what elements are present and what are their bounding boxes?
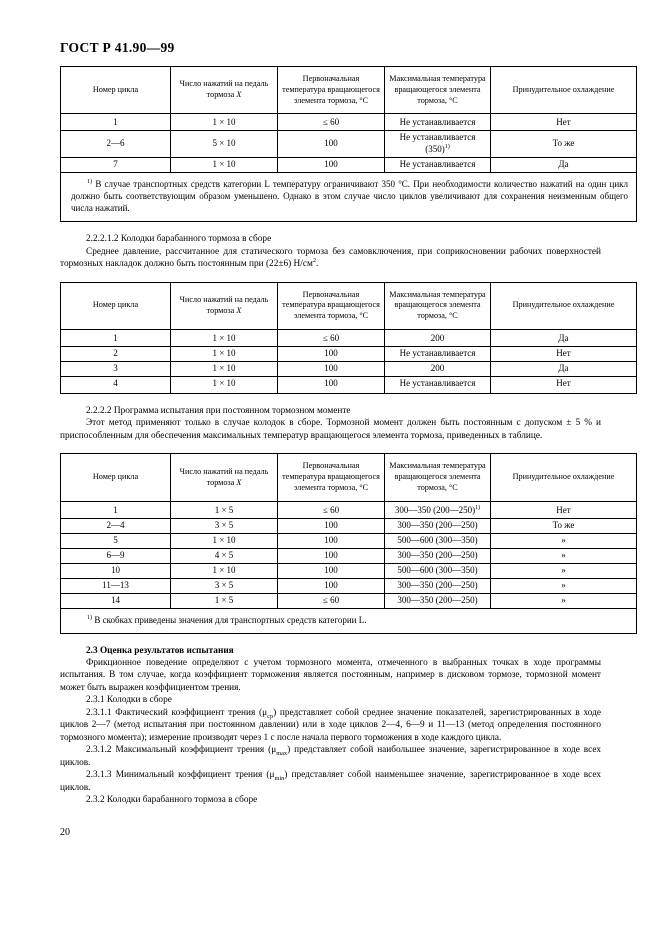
- cell-presses: 1 × 10: [171, 158, 278, 173]
- cell-max-temp: [385, 131, 491, 158]
- cell-cycle: 4: [61, 377, 171, 394]
- section-heading-2-2-2-1-2: 2.2.2.1.2 Колодки барабанного тормоза в сборе: [86, 234, 272, 245]
- spacer: [60, 271, 601, 282]
- superscript-exponent: 2: [312, 257, 316, 265]
- table-row: [61, 563, 637, 578]
- cell-initial-temp: ≤ 60: [278, 501, 385, 518]
- cell-initial-temp: 100: [278, 377, 385, 394]
- cell-initial-temp: 100: [278, 158, 385, 173]
- cell-presses: 1 × 10: [171, 114, 278, 131]
- cell-presses: 5 × 10: [171, 131, 278, 158]
- footnote-text: В случае транспортных средств категории L температуру ограничивают 350 °С. При необходимости количество нажатий на один цикл должно быть соответствующим образом уменьшено. Однако в этом случае число циклов увеличивают для сохранения неизменным общего числа нажатий.: [71, 179, 629, 214]
- section-body-text: Среднее давление, рассчитанное для статического тормоза без самовключения, при соприкосновении рабочих поверхностей тормозных накладок должно быть постоянным при (22±6) Н/см: [60, 246, 601, 270]
- cell-cooling: »: [491, 533, 637, 548]
- column-header-max-temp: Максимальная температура вращающегося элемента тормоза, °С: [385, 282, 491, 329]
- cell-max-temp-text: Не устанавливается (350): [399, 132, 476, 155]
- section-body-2-2-2-1-2: [60, 246, 601, 271]
- section-text-b: ) представляет собой наименьшее значение, зарегистрированное в ходе всех циклов.: [60, 770, 601, 793]
- cell-max-temp: 500—600 (300—350): [385, 563, 491, 578]
- section-body-text-end: .: [316, 259, 319, 270]
- cell-max-temp: 300—350 (200—250): [385, 548, 491, 563]
- cell-cycle: 1: [61, 330, 171, 347]
- cell-presses: 1 × 5: [171, 593, 278, 608]
- column-header-initial-temp: Первоначальная температура вращающегося элемента тормоза, °С: [278, 454, 385, 501]
- column-header-pedal-presses: [171, 282, 278, 329]
- cell-max-temp: Не устанавливается: [385, 158, 491, 173]
- cell-presses: 4 × 5: [171, 548, 278, 563]
- table-footnote: [61, 608, 637, 633]
- cell-initial-temp: 100: [278, 362, 385, 377]
- cell-max-temp: 300—350 (200—250): [385, 518, 491, 533]
- table-row: [61, 518, 637, 533]
- table-header: [61, 454, 637, 501]
- table-header-row: [61, 282, 637, 329]
- cell-initial-temp: ≤ 60: [278, 330, 385, 347]
- section-body-2-3-1-1: [60, 707, 601, 744]
- cell-max-temp: 200: [385, 362, 491, 377]
- cell-max-temp: 200: [385, 330, 491, 347]
- cell-initial-temp: 100: [278, 533, 385, 548]
- cell-initial-temp: 100: [278, 578, 385, 593]
- cell-cooling: То же: [491, 518, 637, 533]
- cell-cycle: 14: [61, 593, 171, 608]
- footnote-ref: 1): [444, 144, 450, 151]
- cell-initial-temp: 100: [278, 563, 385, 578]
- cell-max-temp: 300—350 (200—250): [385, 578, 491, 593]
- column-header-initial-temp: Первоначальная температура вращающегося элемента тормоза, °С: [278, 67, 385, 114]
- table-constant-pressure-drum: [60, 282, 637, 394]
- section-text-b: ) представляет собой среднее значение показателей, зарегистрированных в ходе циклов 2—7 (метод испытания при постоянном давлении) или в ходе циклов 2—4, 6—9 и 11—13 (метод определения постоянного тормозного момента); измерение производят через 1 с после начала первого торможения в ходе каждого цикла.: [60, 707, 601, 743]
- cell-initial-temp: 100: [278, 131, 385, 158]
- table-row: [61, 131, 637, 158]
- cell-presses: 1 × 10: [171, 377, 278, 394]
- cell-cooling: Нет: [491, 377, 637, 394]
- column-header-max-temp: Максимальная температура вращающегося элемента тормоза, °С: [385, 67, 491, 114]
- section-heading-2-3-2: 2.3.2 Колодки барабанного тормоза в сборе: [86, 795, 258, 806]
- column-header-pedal-presses-text: Число нажатий на педаль тормоза X: [179, 466, 269, 487]
- table-header-row: [61, 454, 637, 501]
- cell-cooling: »: [491, 563, 637, 578]
- cell-initial-temp: 100: [278, 548, 385, 563]
- cell-initial-temp: ≤ 60: [278, 593, 385, 608]
- table-row: [61, 578, 637, 593]
- cell-initial-temp: ≤ 60: [278, 114, 385, 131]
- cell-max-temp: Не устанавливается: [385, 114, 491, 131]
- spacer: [60, 634, 601, 645]
- cell-cycle: 10: [61, 563, 171, 578]
- cell-cycle: 2—4: [61, 518, 171, 533]
- cell-presses: 1 × 10: [171, 347, 278, 362]
- cell-max-temp: 500—600 (300—350): [385, 533, 491, 548]
- column-header-forced-cooling: Принудительное охлаждение: [491, 67, 637, 114]
- section-heading-2-3-1: 2.3.1 Колодки в сборе: [86, 695, 172, 706]
- cell-presses: 1 × 10: [171, 362, 278, 377]
- column-header-cycle-number: Номер цикла: [61, 454, 171, 501]
- column-header-pedal-presses: [171, 454, 278, 501]
- cell-cooling: Да: [491, 330, 637, 347]
- column-header-cycle-number: Номер цикла: [61, 67, 171, 114]
- section-body-2-3: Фрикционное поведение определяют с учетом тормозного момента, отмеченного в выбранных точках в ходе программы испытания. В том случае, когда коэффициент торможения является постоянным, например в дисковом тормозе, тормозной момент может быть выражен коэффициентом трения.: [60, 658, 601, 693]
- cell-max-temp: 300—350 (200—250): [385, 593, 491, 608]
- column-header-pedal-presses: [171, 67, 278, 114]
- spacer: [60, 442, 601, 453]
- table-header-row: [61, 67, 637, 114]
- document-content: [60, 66, 629, 806]
- page-title: ГОСТ Р 41.90—99: [60, 40, 175, 55]
- column-header-forced-cooling: Принудительное охлаждение: [491, 282, 637, 329]
- section-text-b: ) представляет собой наибольшее значение, зарегистрированное в ходе всех циклов.: [60, 745, 601, 768]
- cell-presses: 1 × 10: [171, 563, 278, 578]
- table-body: [61, 501, 637, 633]
- column-header-forced-cooling: Принудительное охлаждение: [491, 454, 637, 501]
- cell-cooling: Да: [491, 362, 637, 377]
- section-text-a: 2.3.1.2 Максимальный коэффициент трения (μ: [86, 745, 277, 756]
- table-footnote-row: [61, 608, 637, 633]
- section-body-2-3-1-3: [60, 769, 601, 794]
- cell-presses: 1 × 10: [171, 533, 278, 548]
- cell-cycle: 5: [61, 533, 171, 548]
- cell-cooling: »: [491, 593, 637, 608]
- table-row: [61, 158, 637, 173]
- cell-initial-temp: 100: [278, 518, 385, 533]
- footnote-marker: 1): [87, 179, 93, 186]
- table-constant-torque: [60, 453, 637, 633]
- cell-cooling: То же: [491, 131, 637, 158]
- table-constant-pressure-disc: [60, 66, 637, 222]
- cell-max-temp: Не устанавливается: [385, 377, 491, 394]
- cell-presses: 1 × 5: [171, 501, 278, 518]
- table-body: [61, 114, 637, 222]
- cell-cooling: »: [491, 548, 637, 563]
- table-body: [61, 330, 637, 394]
- table-footnote: [61, 173, 637, 222]
- cell-cycle: 3: [61, 362, 171, 377]
- cell-cooling: Нет: [491, 347, 637, 362]
- section-body-2-2-2-2: Этот метод применяют только в случае колодок в сборе. Тормозной момент должен быть постоянным с допуском ± 5 % и приспособленным для обеспечения максимальных температур вращающегося элемента тормоза, приведенных в таблице.: [60, 418, 601, 441]
- cell-max-temp: Не устанавливается: [385, 347, 491, 362]
- cell-cycle: 7: [61, 158, 171, 173]
- subscript-max: max: [276, 750, 288, 758]
- section-text-a: 2.3.1.1 Фактический коэффициент трения (μ: [86, 707, 268, 718]
- page-number: 20: [60, 827, 70, 838]
- cell-presses: 3 × 5: [171, 578, 278, 593]
- cell-presses: 1 × 10: [171, 330, 278, 347]
- table-row: [61, 501, 637, 518]
- cell-cooling: Нет: [491, 114, 637, 131]
- table-footnote-row: [61, 173, 637, 222]
- cell-cycle: 11—13: [61, 578, 171, 593]
- footnote-text: В скобках приведены значения для транспортных средств категории L.: [94, 614, 367, 625]
- cell-presses: 3 × 5: [171, 518, 278, 533]
- section-heading-2-3: 2.3 Оценка результатов испытания: [86, 645, 234, 656]
- cell-cooling: Нет: [491, 501, 637, 518]
- table-header: [61, 282, 637, 329]
- table-header: [61, 67, 637, 114]
- table-row: [61, 347, 637, 362]
- cell-cycle: 2: [61, 347, 171, 362]
- cell-cycle: 6—9: [61, 548, 171, 563]
- table-row: [61, 362, 637, 377]
- column-header-pedal-presses-text: Число нажатий на педаль тормоза X: [179, 79, 269, 100]
- cell-cycle: 2—6: [61, 131, 171, 158]
- spacer: [60, 222, 601, 233]
- cell-cooling: »: [491, 578, 637, 593]
- table-row: [61, 330, 637, 347]
- table-row: [61, 593, 637, 608]
- footnote-marker: 1): [87, 614, 93, 621]
- table-row: [61, 114, 637, 131]
- section-text-a: 2.3.1.3 Минимальный коэффициент трения (μ: [86, 770, 275, 781]
- table-row: [61, 377, 637, 394]
- table-row: [61, 548, 637, 563]
- cell-initial-temp: 100: [278, 347, 385, 362]
- table-row: [61, 533, 637, 548]
- cell-max-temp: [385, 501, 491, 518]
- column-header-max-temp: Максимальная температура вращающегося элемента тормоза, °С: [385, 454, 491, 501]
- subscript-sr: ср: [267, 712, 274, 720]
- column-header-pedal-presses-text: Число нажатий на педаль тормоза X: [179, 295, 269, 315]
- footnote-ref: 1): [475, 504, 481, 511]
- cell-cooling: Да: [491, 158, 637, 173]
- column-header-initial-temp: Первоначальная температура вращающегося элемента тормоза, °С: [278, 282, 385, 329]
- column-header-cycle-number: Номер цикла: [61, 282, 171, 329]
- section-heading-2-2-2-2: 2.2.2.2 Программа испытания при постоянном тормозном моменте: [86, 405, 351, 416]
- spacer: [60, 394, 601, 405]
- section-body-2-3-1-2: [60, 744, 601, 769]
- cell-max-temp-text: 300—350 (200—250): [394, 504, 476, 515]
- subscript-min: min: [274, 774, 285, 782]
- cell-cycle: 1: [61, 114, 171, 131]
- cell-cycle: 1: [61, 501, 171, 518]
